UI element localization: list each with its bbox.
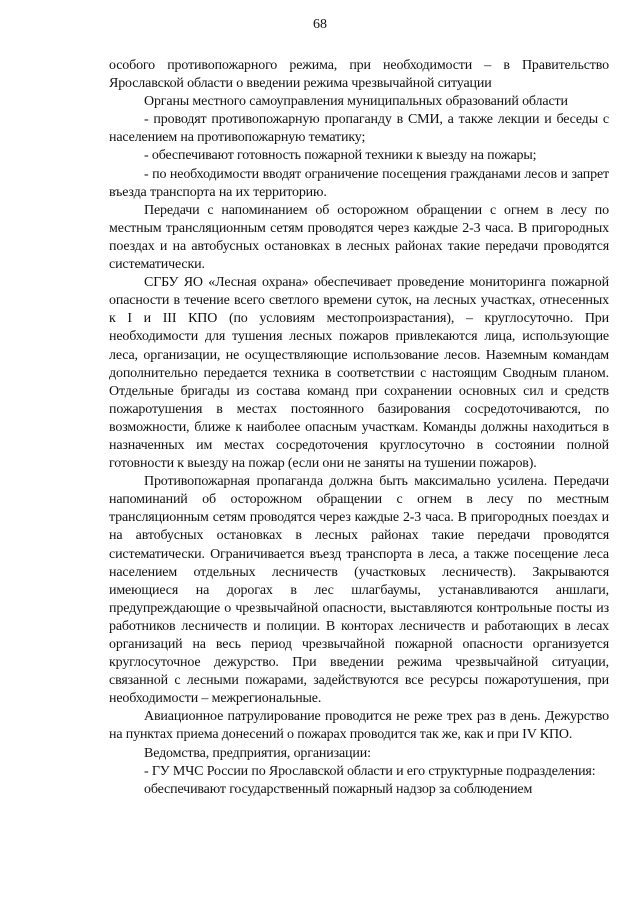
- paragraph-broadcasts: Передачи с напоминанием об осторожном обращении с огнем в лесу по местным трансляционным сетям проводятся через каждые 2-3 часа. В пригородных поездах и на автобусных остановках в лесных районах такие передачи проводятся систематически.: [109, 202, 609, 273]
- paragraph-fire-supervision: обеспечивают государственный пожарный надзор за соблюдением: [144, 781, 533, 797]
- list-item-propaganda: - проводят противопожарную пропаганду в СМИ, а также лекции и беседы с населением на противопожарную тематику;: [109, 112, 609, 146]
- document-body: [109, 57, 609, 799]
- list-item-emercom: - ГУ МЧС России по Ярославской области и его структурные подразделения:: [144, 763, 596, 779]
- paragraph-continuation: особого противопожарного режима, при необходимости – в Правительство Ярославской области о введении режима чрезвычайной ситуации: [109, 58, 609, 92]
- paragraph-forest-protection: СГБУ ЯО «Лесная охрана» обеспечивает проведение мониторинга пожарной опасности в течение всего светлого времени суток, на лесных участках, отнесенных к I и III КПО (по условиям местопроизрастания), – круглосуточно. При необходимости для тушения лесных пожаров привлекаются лица, использующие леса, организации, не осуществляющие использование лесов. Наземным командам дополнительно передается техника в соответствии с настоящим Сводным планом. Отдельные бригады из состава команд при сохранении основных сил и средств пожаротушения в местах постоянного базирования сосредоточиваются, по возможности, ближе к наиболее опасным участкам. Команды должны находиться в назначенных им местах сосредоточения круглосуточно в состоянии полной готовности к выезду на пожар (если они не заняты на тушении пожаров).: [109, 275, 609, 472]
- paragraph-fire-propaganda: Противопожарная пропаганда должна быть максимально усилена. Передачи напоминаний об осторожном обращении с огнем в лесу по местным трансляционным сетям проводятся через каждые 2-3 часа. В пригородных поездах и на автобусных остановках в лесных районах такие передачи проводятся систематически. Ограничивается въезд транспорта в леса, а также посещение леса населением отдельных лесничеств (участковых лесничеств). Закрываются имеющиеся на дорогах в лес шлагбаумы, устанавливаются аншлаги, предупреждающие о чрезвычайной опасности, выставляются контрольные посты из работников лесничеств и полиции. В конторах лесничеств и работающих в лесах организаций на весь период чрезвычайной пожарной опасности организуется круглосуточное дежурство. При введении режима чрезвычайной ситуации, связанной с лесными пожарами, задействуются все ресурсы пожаротушения, при необходимости – межрегиональные.: [109, 474, 609, 707]
- list-item-restriction: - по необходимости вводят ограничение посещения гражданами лесов и запрет въезда транспорта на их территорию.: [109, 166, 609, 200]
- paragraph-local-authorities: Органы местного самоуправления муниципальных образований области: [144, 94, 568, 110]
- paragraph-agencies-heading: Ведомства, предприятия, организации:: [144, 745, 371, 761]
- page-number: 68: [313, 17, 327, 32]
- paragraph-aviation-patrol: Авиационное патрулирование проводится не реже трех раз в день. Дежурство на пунктах приема донесений о пожарах проводится так же, как и при IV КПО.: [109, 709, 609, 743]
- list-item-readiness: - обеспечивают готовность пожарной техники к выезду на пожары;: [144, 148, 537, 164]
